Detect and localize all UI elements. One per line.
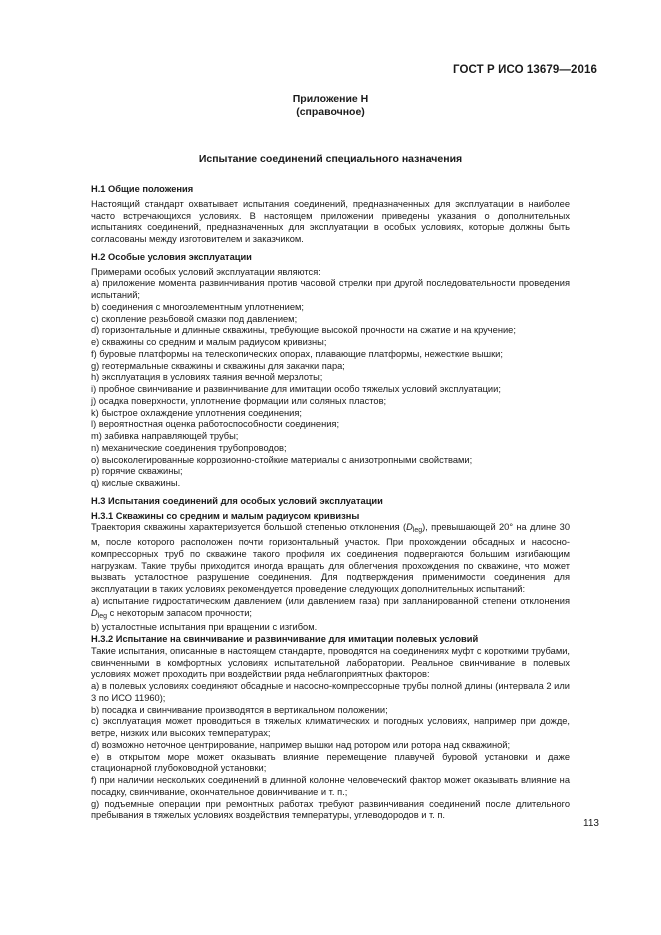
list-item: q) кислые скважины. [91, 478, 181, 488]
subsection-heading-h3-2: Н.3.2 Испытание на свинчивание и развинчивание для имитации полевых условий [91, 634, 479, 644]
list-item: b) соединения с многоэлементным уплотнением; [91, 301, 304, 312]
list-item: j) осадка поверхности, уплотнение формации или соляных пластов; [91, 395, 387, 406]
list-item: d) горизонтальные и длинные скважины, требующие высокой прочности на сжатие и на кручение; [91, 325, 516, 336]
list-item: а) в полевых условиях соединяют обсадные и насосно-компрессорные трубы полной длины (интервала 2 или 3 по ИСО 11960); [91, 681, 570, 703]
standard-header: ГОСТ Р ИСО 13679—2016 [452, 64, 597, 76]
deviation-subscript-2: leg [97, 612, 108, 620]
deviation-symbol: D [406, 522, 413, 533]
test-item-a [91, 596, 570, 623]
list-item: i) пробное свинчивание и развинчивание для имитации особо тяжелых условий эксплуатации; [91, 384, 501, 394]
list-item: c) скопление резьбовой смазки под давлением; [91, 313, 298, 324]
list-item: p) горячие скважины; [91, 466, 183, 477]
list-item: е) скважины со средним и малым радиусом кривизны; [91, 337, 327, 347]
list-item: k) быстрое охлаждение уплотнения соединения; [91, 407, 302, 418]
subsection-h3-2-paragraph: Такие испытания, описанные в настоящем стандарте, проводятся на соединениях муфт с короткими трубами, свинченными в комфортных условиях испытательной лаборатории. Реальное свинчивание в полевых условиях может проходить при воздействии ряда неблагоприятных факторов: [91, 645, 570, 680]
item-a-part2: с некоторым запасом прочности; [107, 607, 253, 618]
subsection-h3-1-paragraph [91, 522, 570, 596]
factor-list [91, 681, 570, 822]
list-item: f) буровые платформы на телескопических опорах, плавающие платформы, нежесткие вышки; [91, 348, 503, 359]
section-h1-paragraph: Настоящий стандарт охватывает испытания соединений, предназначенных для эксплуатации в наиболее часто встречающихся условиях. В настоящем приложении приведены указания о дополнительных испытаниях соединений, предназначенных для эксплуатации в особых условиях, которые должны быть согласованы между изготовителем и заказчиком. [91, 198, 570, 244]
document-body [91, 184, 570, 822]
list-item: g) геотермальные скважины и скважины для закачки пара; [91, 360, 345, 371]
list-item: h) эксплуатация в условиях таяния вечной мерзлоты; [91, 372, 323, 383]
list-item: f) при наличии нескольких соединений в длинной колонне человеческий фактор может оказывать влияние на посадку, свинчивание, окончательное довинчивание и т. п.; [91, 775, 570, 797]
deviation-subscript: leg [412, 527, 423, 535]
para-part-b: ), превышающей 20° на длине 30 м, после которого расположен почти горизонтальный участок. При прохождении обсадных и насосно-компрессорных труб по скважине такого профиля их соединения подвергаются большим изгибающим нагрузкам. Такие трубы приходится иногда вращать для облегчения прохождения по скважине, что может вызвать усталостное разрушение соединения. Для подтверждения применимости соединения для эксплуатации в таких условиях рекомендуется проведение следующих дополнительных испытаний: [91, 522, 570, 594]
annex-kind: (справочное) [296, 106, 365, 118]
condition-list [91, 278, 570, 490]
list-item: а) приложение момента развинчивания против часовой стрелки при другой последовательности проведения испытаний; [91, 278, 570, 300]
item-a-part1: а) испытание гидростатическим давлением (или давлением газа) при запланированной степени отклонения [91, 595, 570, 606]
subsection-heading-h3-1: Н.3.1 Скважины со средним и малым радиусом кривизны [91, 510, 360, 521]
list-item: m) забивка направляющей трубы; [91, 431, 239, 441]
list-item: е) в открытом море может оказывать влияние перемещение плавучей буровой установки и даже стационарной глубоководной установки; [91, 751, 570, 774]
list-item: о) высоколегированные коррозионно-стойкие материалы с анизотропными свойствами; [91, 454, 473, 465]
section-heading-h2: Н.2 Особые условия эксплуатации [91, 251, 252, 262]
list-item: g) подъемные операции при ремонтных работах требуют развинчивания соединений после длительного пребывания в тяжелых условиях воздействия температуры, углеводородов и т. п. [91, 798, 570, 821]
section-h2-intro: Примерами особых условий эксплуатации являются: [91, 266, 321, 277]
list-item: d) возможно неточное центрирование, например вышки над ротором или ротора над скважиной; [91, 739, 511, 750]
page-number: 113 [583, 818, 599, 829]
test-item-b: b) усталостные испытания при вращении с изгибом. [91, 622, 318, 633]
section-heading-h3: Н.3 Испытания соединений для особых условий эксплуатации [91, 495, 383, 506]
list-item: l) вероятностная оценка работоспособности соединения; [91, 419, 340, 430]
annex-title: Приложение Н [292, 93, 369, 105]
annex-heading [0, 93, 661, 119]
list-item: c) эксплуатация может проводиться в тяжелых климатических и погодных условиях, например при дожде, ветре, низких или высоких температурах; [91, 716, 570, 738]
page-title: Испытание соединений специального назначения [198, 153, 463, 165]
para-part-a: Траектория скважины характеризуется большой степенью отклонения ( [91, 522, 407, 533]
deviation-symbol-2: D [91, 607, 98, 618]
section-heading-h1: Н.1 Общие положения [91, 184, 194, 194]
list-item: b) посадка и свинчивание производятся в вертикальном положении; [91, 704, 388, 715]
list-item: n) механические соединения трубопроводов; [91, 442, 287, 453]
